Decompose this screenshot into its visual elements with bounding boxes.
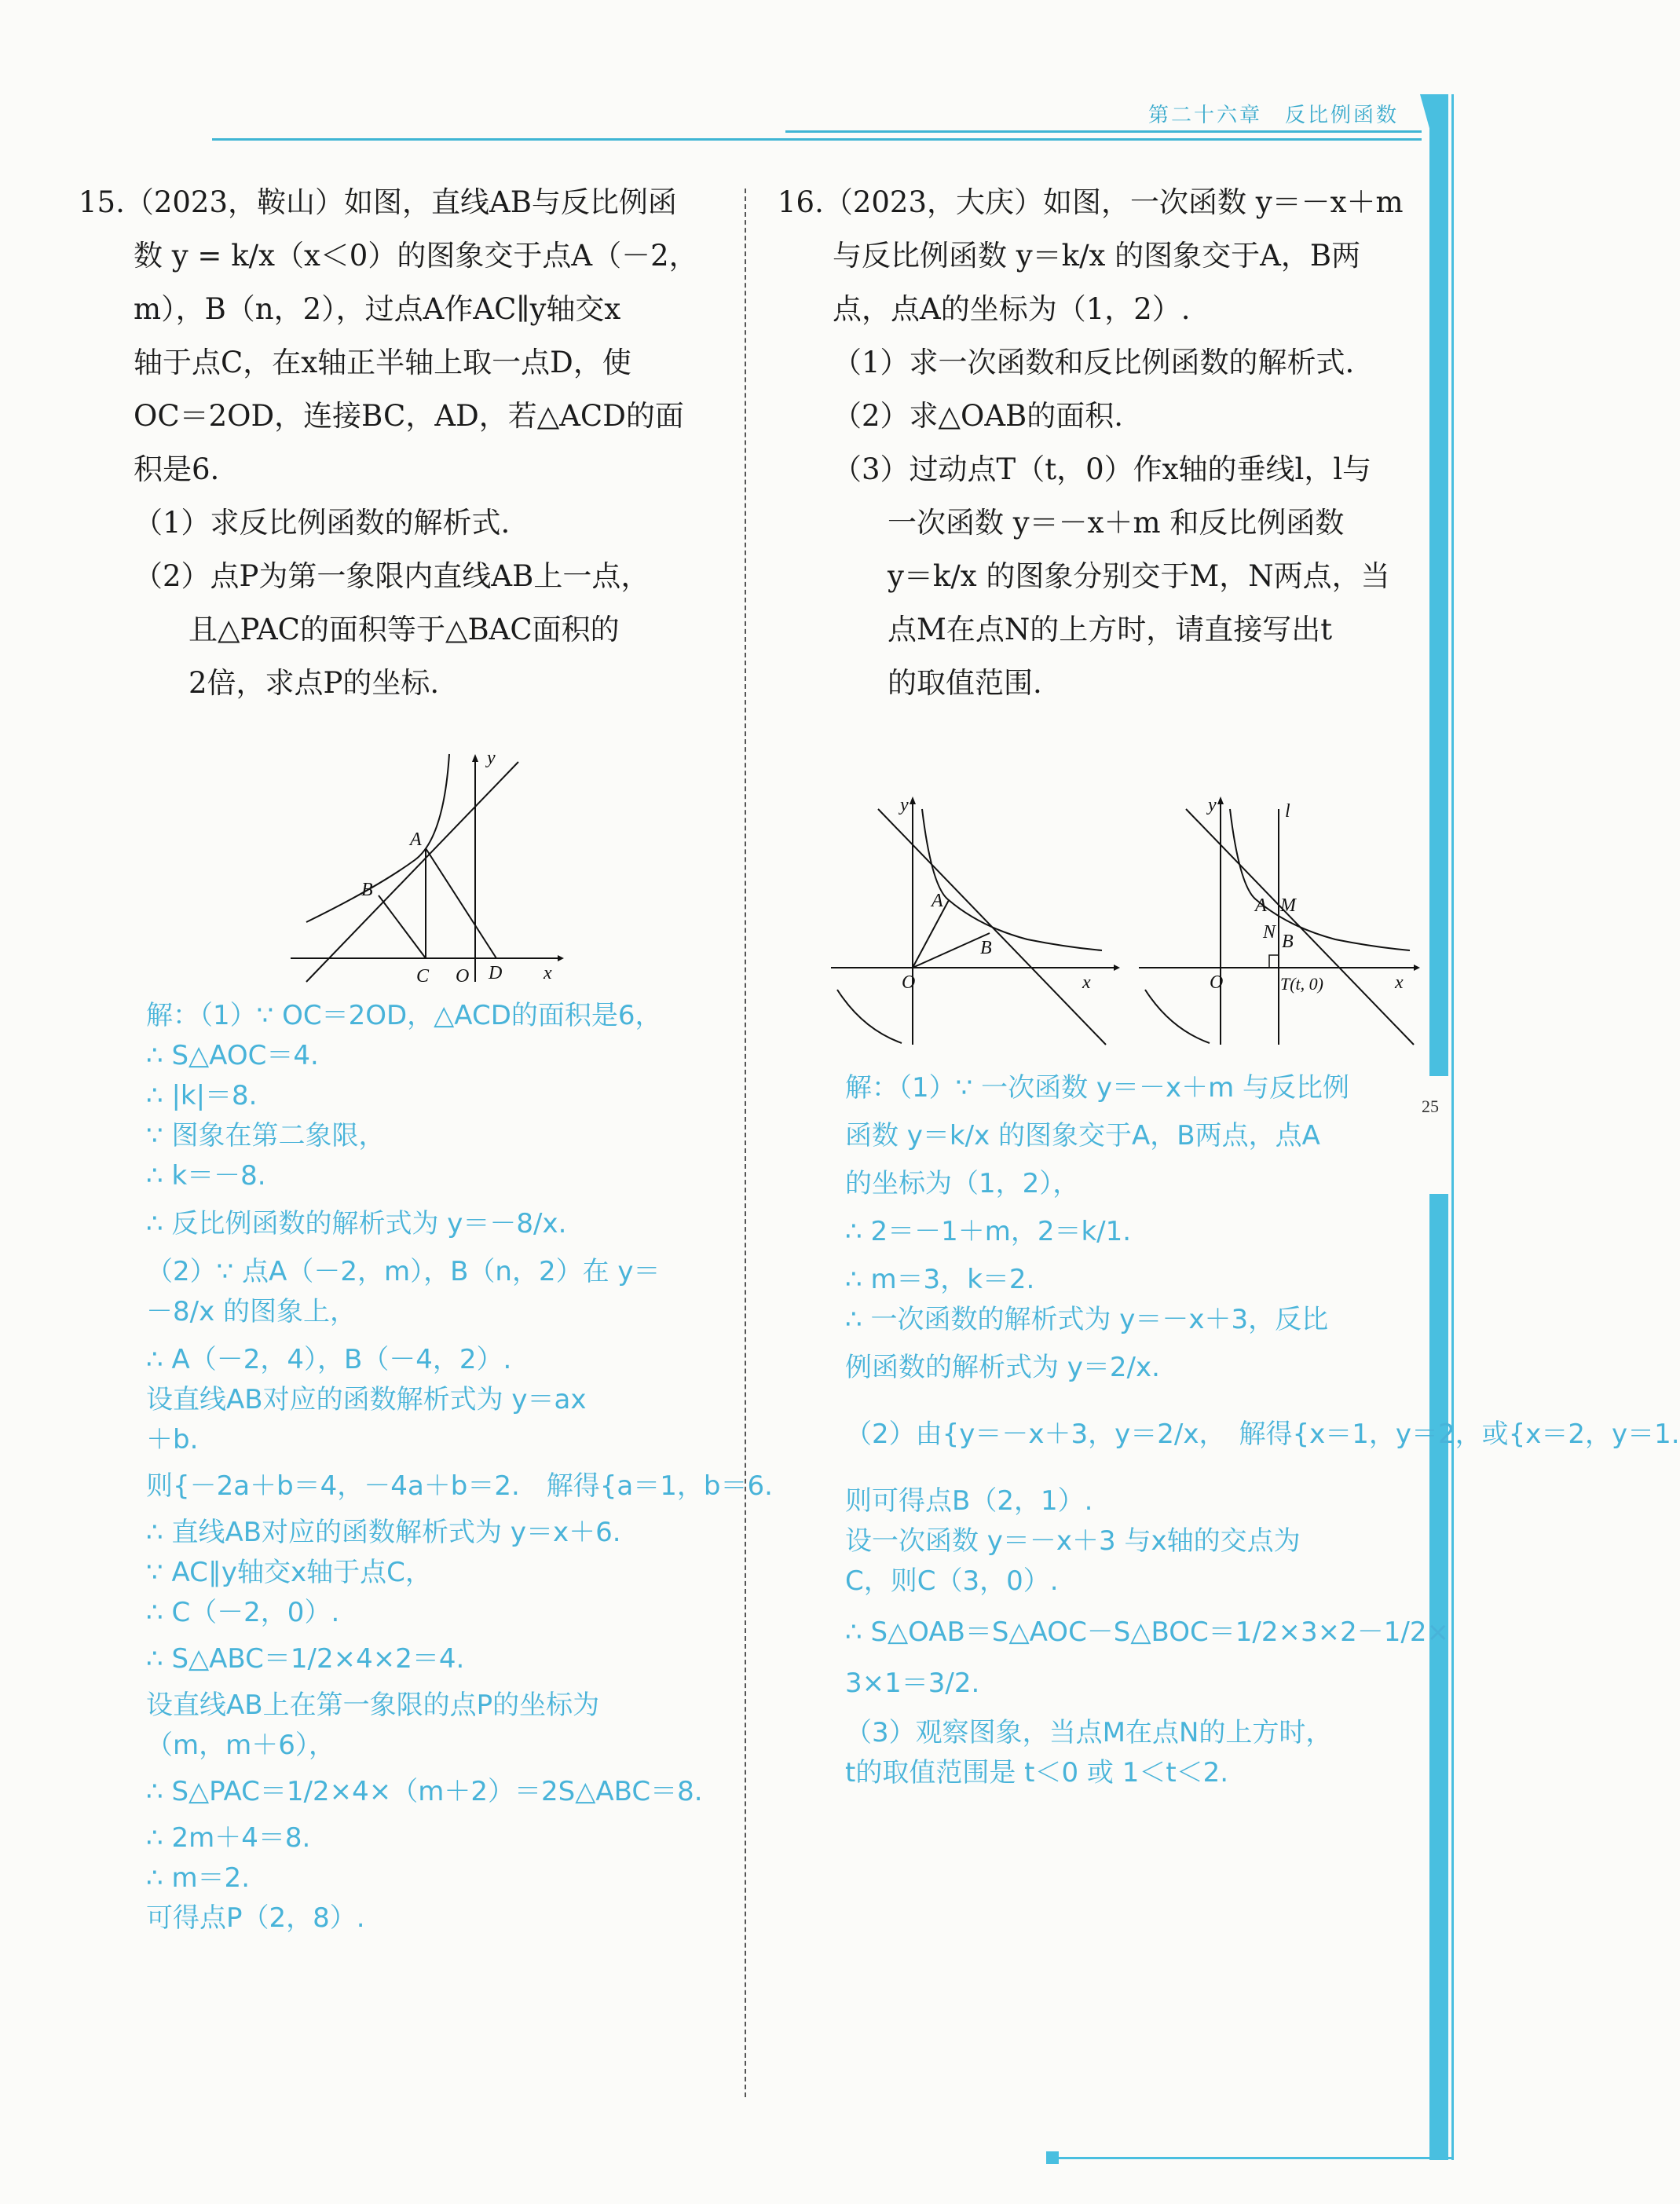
q15-sol-line: －8/x 的图象上， bbox=[146, 1296, 357, 1327]
q16-sol-line: ∴ 一次函数的解析式为 y＝－x＋3，反比 bbox=[845, 1304, 1329, 1335]
q16-text bbox=[778, 176, 1404, 710]
label-x: x bbox=[1082, 972, 1091, 993]
label-l: l bbox=[1285, 801, 1290, 822]
bottom-rule bbox=[1052, 2157, 1453, 2159]
q16-sol-line: 例函数的解析式为 y＝2/x. bbox=[845, 1352, 1160, 1383]
q15-sol-line: 则{－2a＋b＝4，－4a＋b＝2. 解得{a＝1，b＝6. bbox=[146, 1470, 773, 1502]
q15-sol-line: 解：（1）∵ OC＝2OD，△ACD的面积是6， bbox=[146, 1000, 662, 1031]
q16-solution bbox=[845, 1068, 1680, 1793]
q15-sol-line: ∴ |k|＝8. bbox=[146, 1080, 258, 1111]
q15-sol-line: ∴ 直线AB对应的函数解析式为 y＝x＋6. bbox=[146, 1517, 621, 1548]
q16-sol-line: ∴ m＝3，k＝2. bbox=[845, 1264, 1035, 1295]
q15-line: （1）求反比例函数的解析式. bbox=[134, 506, 511, 540]
line-ab bbox=[306, 762, 518, 982]
label-x: x bbox=[544, 963, 552, 983]
q15-sol-line: 设直线AB对应的函数解析式为 y＝ax bbox=[146, 1384, 587, 1415]
q15-line: 15.（2023，鞍山）如图，直线AB与反比例函 bbox=[79, 185, 677, 219]
q16-sol-line: （3）观察图象，当点M在点N的上方时， bbox=[845, 1717, 1333, 1748]
q15-sol-line: ∴ 2m＋4＝8. bbox=[146, 1822, 311, 1854]
q15-line: （2）点P为第一象限内直线AB上一点， bbox=[134, 559, 650, 593]
q15-sol-line: ∴ k＝－8. bbox=[146, 1160, 266, 1192]
q15-line: 且△PAC的面积等于△BAC面积的 bbox=[188, 613, 620, 646]
label-y: y bbox=[1208, 795, 1217, 815]
q15-sol-line: ∴ S△PAC＝1/2×4×（m＋2）＝2S△ABC＝8. bbox=[146, 1776, 703, 1807]
q16-sol-line: 3×1＝3/2. bbox=[845, 1668, 980, 1699]
label-b: B bbox=[980, 938, 992, 958]
label-o: O bbox=[1210, 972, 1224, 993]
q15-sol-line: ∴ 反比例函数的解析式为 y＝－8/x. bbox=[146, 1208, 567, 1239]
label-c: C bbox=[416, 966, 430, 987]
page-number: 25 bbox=[1422, 1097, 1439, 1116]
q16-line: 与反比例函数 y＝k/x 的图象交于A，B两 bbox=[833, 239, 1361, 273]
header-rule-top bbox=[785, 130, 1422, 133]
q16-sol-line: C，则C（3，0）. bbox=[845, 1565, 1059, 1597]
q15-sol-line: （m，m＋6）， bbox=[146, 1730, 335, 1761]
q16-line: （3）过动点T（t，0）作x轴的垂线l，l与 bbox=[833, 452, 1372, 486]
q15-sol-line: ∴ S△ABC＝1/2×4×2＝4. bbox=[146, 1643, 465, 1675]
q16-sol-line: 解：（1）∵ 一次函数 y＝－x＋m 与反比例 bbox=[845, 1072, 1350, 1104]
q16-sol-line: 的坐标为（1，2）， bbox=[845, 1168, 1080, 1199]
q16-sol-line: ∴ 2＝－1＋m，2＝k/1. bbox=[845, 1216, 1132, 1247]
q15-line: 数 y = k/x（x＜0）的图象交于点A（－2， bbox=[134, 239, 698, 273]
q16-sol-line: 设一次函数 y＝－x＋3 与x轴的交点为 bbox=[845, 1525, 1301, 1557]
q15-line: 积是6. bbox=[134, 452, 220, 486]
q16-line: y＝k/x 的图象分别交于M，N两点，当 bbox=[888, 559, 1390, 593]
label-a: A bbox=[932, 891, 943, 911]
label-y: y bbox=[900, 795, 909, 815]
q16-sol-line: （2）由{y＝－x＋3，y＝2/x， 解得{x＝1，y＝2，或{x＝2，y＝1. bbox=[845, 1419, 1680, 1450]
q15-line: m），B（n，2），过点A作AC∥y轴交x bbox=[134, 292, 621, 326]
q16-line: 点M在点N的上方时，请直接写出t bbox=[888, 613, 1333, 646]
q16-line: 点，点A的坐标为（1，2）. bbox=[833, 292, 1191, 326]
hyperbola bbox=[306, 754, 449, 922]
q16-line: 16.（2023，大庆）如图，一次函数 y＝－x＋m bbox=[778, 185, 1404, 219]
q16-line: 的取值范围. bbox=[888, 666, 1042, 700]
label-o: O bbox=[902, 972, 916, 993]
q15-line: 轴于点C，在x轴正半轴上取一点D，使 bbox=[134, 346, 631, 379]
q15-line: 2倍，求点P的坐标. bbox=[188, 666, 440, 700]
q16-line: （2）求△OAB的面积. bbox=[833, 399, 1123, 433]
q16-sol-line: ∴ S△OAB＝S△AOC－S△BOC＝1/2×3×2－1/2× bbox=[845, 1616, 1449, 1648]
label-b: B bbox=[361, 880, 373, 900]
q15-sol-line: ∴ m＝2. bbox=[146, 1862, 250, 1894]
q15-sol-line: ＋b. bbox=[146, 1424, 199, 1455]
chapter-title: 第二十六章 反比例函数 bbox=[1148, 104, 1400, 127]
q16-sol-line: t的取值范围是 t＜0 或 1＜t＜2. bbox=[845, 1757, 1229, 1788]
label-d: D bbox=[489, 963, 503, 983]
q16-line: 一次函数 y＝－x＋m 和反比例函数 bbox=[888, 506, 1345, 540]
q16-line: （1）求一次函数和反比例函数的解析式. bbox=[833, 346, 1355, 379]
label-a: A bbox=[1255, 895, 1267, 916]
label-m: M bbox=[1280, 895, 1296, 916]
label-x: x bbox=[1395, 972, 1404, 993]
q15-sol-line: 可得点P（2，8）. bbox=[146, 1902, 365, 1934]
label-b: B bbox=[1282, 932, 1294, 952]
q15-sol-line: ∴ S△AOC＝4. bbox=[146, 1040, 319, 1071]
q16-figure-1 bbox=[831, 793, 1122, 1053]
label-y: y bbox=[487, 748, 496, 768]
label-t: T(t, 0) bbox=[1280, 974, 1323, 994]
q15-sol-line: ∵ AC∥y轴交x轴于点C， bbox=[146, 1557, 432, 1588]
q15-line: OC＝2OD，连接BC，AD，若△ACD的面 bbox=[134, 399, 684, 433]
q15-sol-line: ∵ 图象在第二象限， bbox=[146, 1120, 386, 1151]
bottom-square bbox=[1046, 2151, 1059, 2164]
label-a: A bbox=[410, 829, 422, 850]
label-n: N bbox=[1263, 922, 1276, 943]
label-o: O bbox=[456, 966, 470, 987]
q15-sol-line: ∴ C（－2，0）. bbox=[146, 1597, 340, 1628]
header-rule bbox=[212, 138, 1422, 141]
q15-solution bbox=[146, 996, 773, 1939]
q15-sol-line: ∴ A（－2，4），B（－4，2）. bbox=[146, 1344, 512, 1375]
q15-text bbox=[79, 176, 698, 710]
q16-sol-line: 函数 y＝k/x 的图象交于A，B两点，点A bbox=[845, 1120, 1320, 1151]
q16-sol-line: 则可得点B（2，1）. bbox=[845, 1485, 1093, 1517]
q15-sol-line: （2）∵ 点A（－2，m），B（n，2）在 y＝ bbox=[146, 1256, 661, 1287]
q15-sol-line: 设直线AB上在第一象限的点P的坐标为 bbox=[146, 1690, 600, 1721]
q15-figure bbox=[283, 746, 565, 990]
q16-figure-2 bbox=[1139, 793, 1422, 1053]
